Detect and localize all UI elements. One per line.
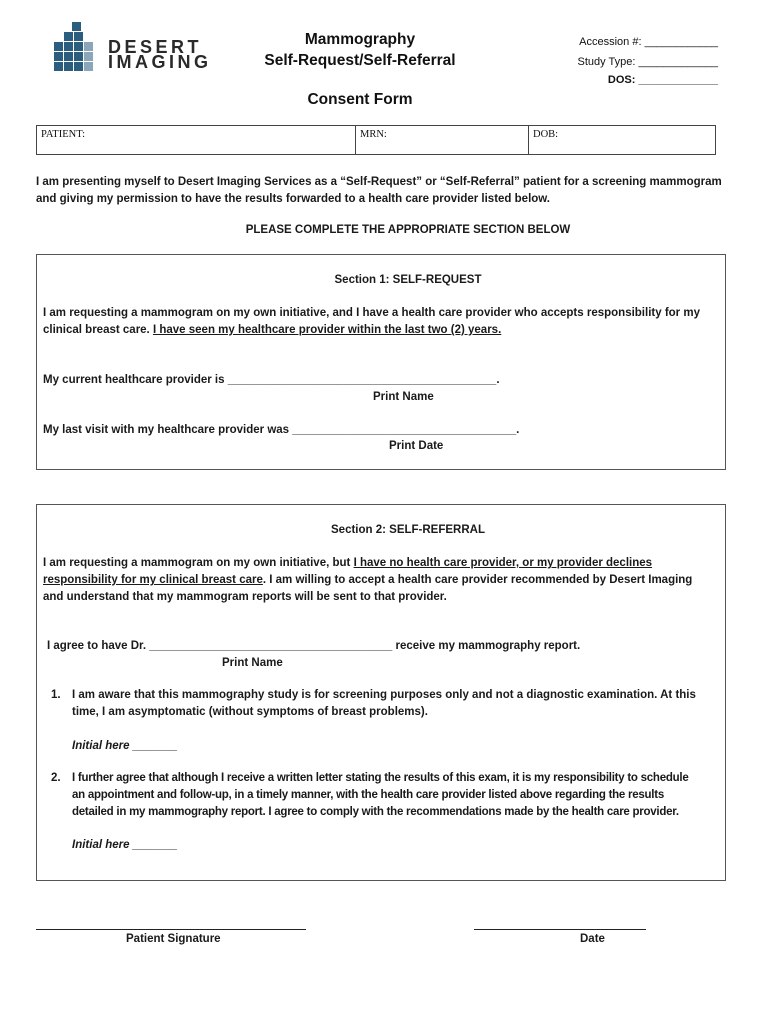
patient-info-row [36, 125, 716, 155]
item-1-line-1: I am aware that this mammography study is for screening purposes only and not a diagnostic examination. At this [72, 689, 696, 701]
section-2-line-3: and understand that my mammogram reports will be sent to that provider. [43, 591, 447, 603]
logo-square [72, 22, 81, 31]
logo-square [64, 52, 73, 61]
logo-square [54, 52, 63, 61]
logo-line-1: DESERT [108, 37, 203, 57]
logo-square [54, 62, 63, 71]
logo-wordmark [108, 37, 212, 72]
intro-paragraph [36, 174, 736, 208]
doctor-print-name-caption: Print Name [222, 657, 283, 669]
logo-square [64, 32, 73, 41]
item-1-number: 1. [51, 689, 61, 701]
section-1-line-2-plain: clinical breast care. [43, 324, 153, 336]
section-instruction: PLEASE COMPLETE THE APPROPRIATE SECTION BELOW [245, 224, 571, 236]
print-name-caption: Print Name [373, 391, 434, 403]
section-2-line-2-plain: . I am willing to accept a health care provider recommended by Desert Imaging [262, 574, 693, 586]
logo-square [64, 42, 73, 51]
item-1-initial-field[interactable]: Initial here _______ [72, 740, 178, 752]
print-date-caption: Print Date [389, 440, 444, 452]
item-1-line-2: time, I am asymptomatic (without symptoms of breast problems). [72, 706, 428, 718]
section-1-line-2-underlined: I have seen my healthcare provider within the last two (2) years. [152, 324, 502, 336]
dob-field[interactable]: DOB: [528, 126, 715, 154]
logo-line-2: IMAGING [108, 52, 212, 72]
section-2-line-2-underlined: responsibility for my clinical breast care [43, 574, 263, 586]
section-2-line-2 [43, 572, 733, 589]
date-signature-line[interactable] [474, 929, 646, 930]
section-2-line-1 [43, 555, 733, 572]
section-2-statement [43, 555, 733, 606]
logo-square [84, 62, 93, 71]
date-caption: Date [580, 933, 605, 945]
logo-square [74, 42, 83, 51]
item-2-initial-field[interactable]: Initial here _______ [72, 839, 178, 851]
dos-field[interactable]: DOS: _____________ [607, 74, 718, 86]
last-visit-field[interactable]: My last visit with my healthcare provider was ___________________________________. [43, 424, 520, 436]
item-2-line-3: detailed in my mammography report. I agree to comply with the recommendations made by the health care provider. [72, 806, 679, 818]
logo-square [84, 52, 93, 61]
desert-imaging-logo-mark [54, 22, 96, 78]
intro-line-1: I am presenting myself to Desert Imaging Services as a “Self-Request” or “Self-Referral” patient for a screening mammogram [36, 176, 722, 188]
section-1-line-2 [43, 322, 733, 339]
mrn-field[interactable]: MRN: [355, 126, 528, 154]
patient-signature-caption: Patient Signature [126, 933, 221, 945]
section-1-title: Section 1: SELF-REQUEST [334, 274, 482, 286]
section-1-statement [43, 305, 733, 339]
doctor-name-field[interactable]: I agree to have Dr. ______________________________________ receive my mammography report. [47, 640, 581, 652]
form-subtitle: Consent Form [307, 91, 413, 108]
item-2-number: 2. [51, 772, 61, 784]
accession-field[interactable]: Accession #: ____________ [579, 36, 718, 48]
logo-square [54, 42, 63, 51]
logo-square [64, 62, 73, 71]
intro-line-2: and giving my permission to have the results forwarded to a health care provider listed below. [36, 193, 551, 205]
section-2-title: Section 2: SELF-REFERRAL [331, 524, 485, 536]
section-1-line-1: I am requesting a mammogram on my own initiative, and I have a health care provider who accepts responsibility for my [43, 307, 700, 319]
item-2-text [72, 770, 732, 821]
form-title-line-2: Self-Request/Self-Referral [264, 52, 456, 69]
item-2-line-2: an appointment and follow-up, in a timely manner, with the health care provider listed above regarding the results [72, 789, 664, 801]
item-2-line-1: I further agree that although I receive a written letter stating the results of this exam, it is my responsibility to schedule [72, 772, 689, 784]
item-1-text [72, 687, 732, 721]
section-2-line-1-plain: I am requesting a mammogram on my own initiative, but [43, 557, 354, 569]
logo-square [74, 32, 83, 41]
logo-square [84, 42, 93, 51]
patient-signature-line[interactable] [36, 929, 306, 930]
patient-field[interactable]: PATIENT: [41, 129, 86, 140]
logo-square [74, 52, 83, 61]
form-title-line-1: Mammography [304, 31, 416, 48]
logo-square [74, 62, 83, 71]
section-2-line-1-underlined: I have no health care provider, or my provider declines [353, 557, 653, 569]
current-provider-field[interactable]: My current healthcare provider is __________________________________________. [43, 374, 500, 386]
study-type-field[interactable]: Study Type: _____________ [577, 56, 718, 68]
